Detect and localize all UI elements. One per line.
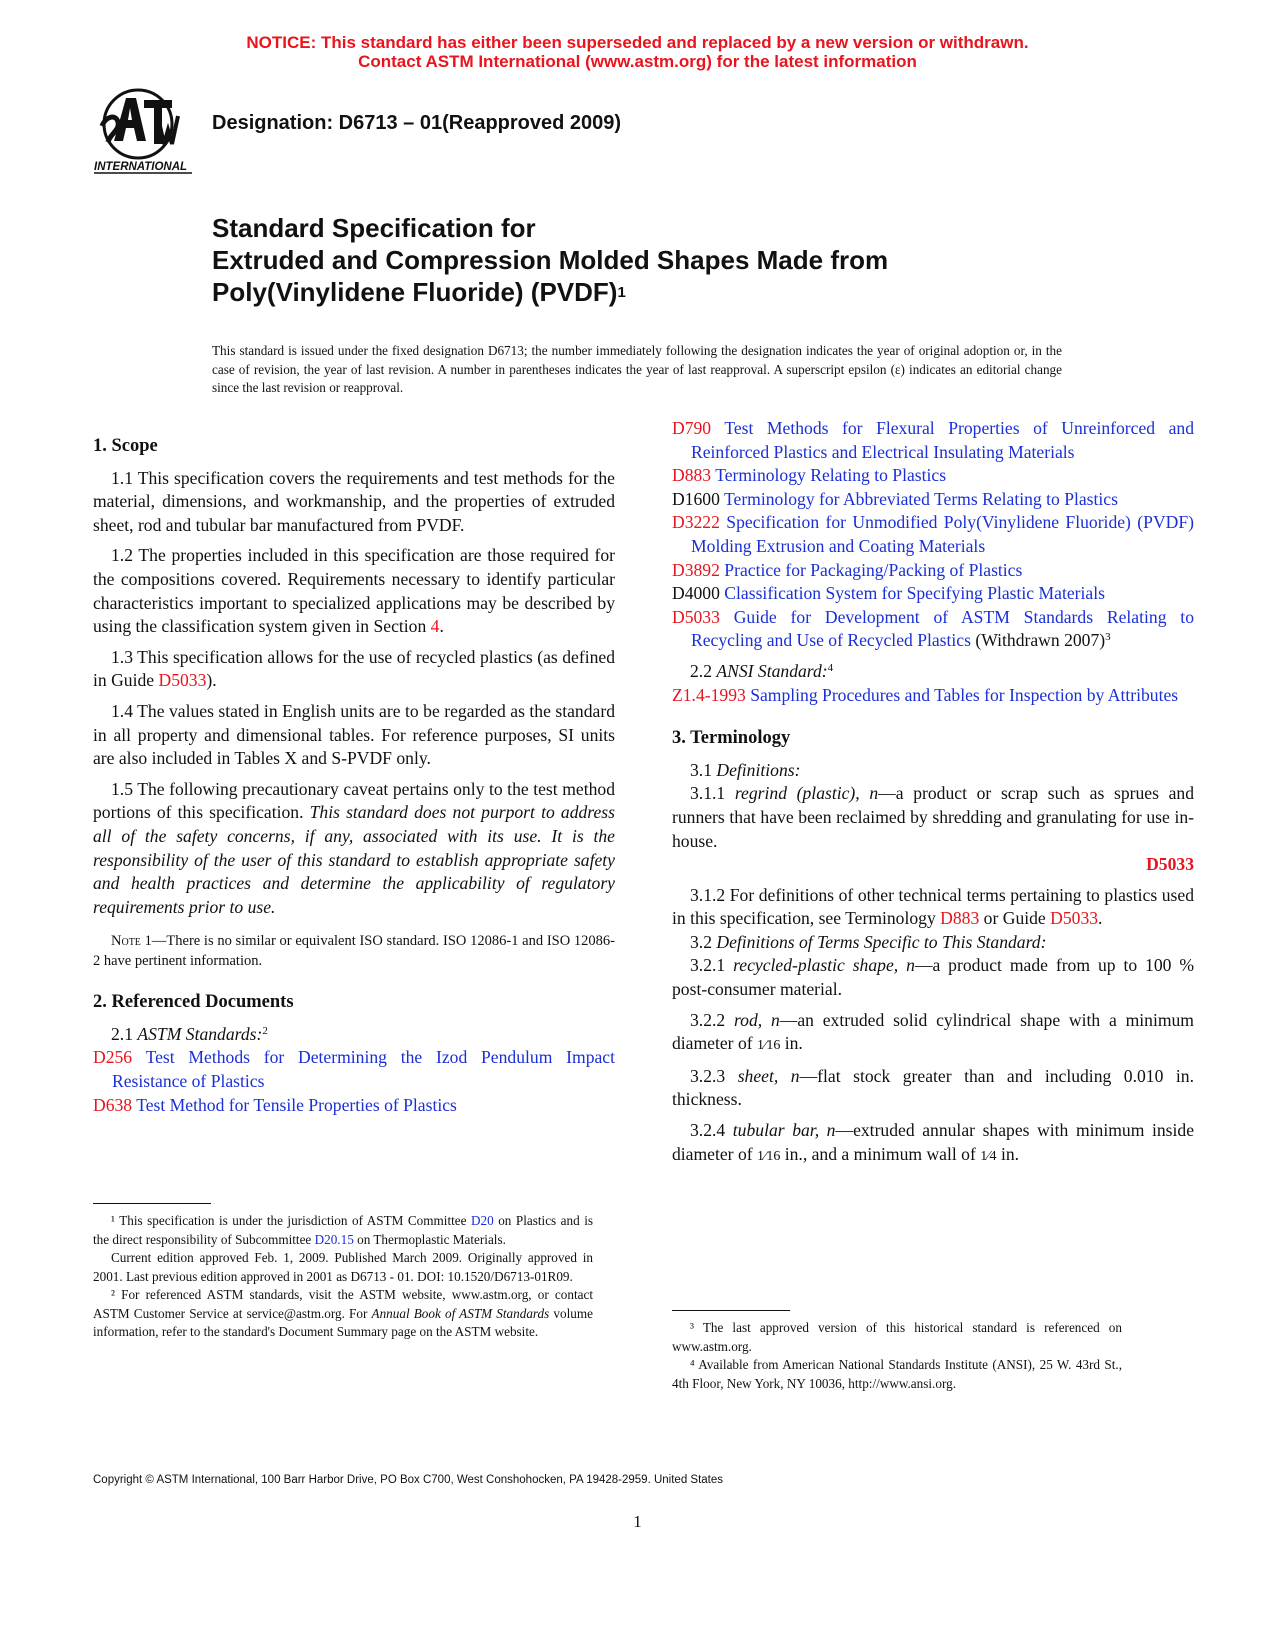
reference-d1600[interactable]: D1600 Terminology for Abbreviated Terms Relating to Plastics [672,488,1118,509]
paragraph-1-3: 1.3 This specification allows for the use of recycled plastics (as defined in Guide D5033). [93,646,615,691]
title-line-2: Extruded and Compression Molded Shapes Made from [212,245,889,275]
footnotes-right [672,1310,1122,1393]
footnote-3: ³ The last approved version of this historical standard is referenced on www.astm.org. [672,1320,1122,1354]
paragraph-3-1-1: 3.1.1 regrind (plastic), n—a product or scrap such as sprues and runners that have been reclaimed by shredding and granulating for use in-house. [672,783,1194,851]
reference-d790[interactable]: D790 Test Methods for Flexural Properties of Unreinforced and Reinforced Plastics and Electrical Insulating Materials [672,418,1194,462]
reference-d5033[interactable]: D5033 Guide for Development of ASTM Standards Relating to Recycling and Use of Recycled Plastics (Withdrawn 2007)$^3$ [672,606,1194,651]
paragraph-1-4: 1.4 The values stated in English units are to be regarded as the standard in all property and dimensional tables. For reference purposes, SI units are also included in Tables X and S-PVDF only. [93,700,615,769]
designation: Designation: D6713 – 01(Reapproved 2009) [212,112,622,134]
paragraph-1-5: 1.5 The following precautionary caveat pertains only to the test method portions of this specification. This standard does not purport to address all of the safety concerns, if any, associated with its use. It is the responsibility of the user of this standard to establish appropriate safety and health practices and determine the applicability of regulatory requirements prior to use. [93,778,615,917]
d5033-source-link[interactable]: D5033 [1146,854,1194,875]
issuance-statement: This standard is issued under the fixed designation D6713; the number immediately following the designation indicates the year of original adoption or, in the case of revision, the year of last revision. A number in parentheses indicates the year of last reapproval. A superscript epsilon (ε) indicates an editorial change since the last revision or reapproval. [212,343,1062,395]
d20-15-link[interactable]: D20.15 [314,1231,354,1247]
section-terminology-heading: 3. Terminology [672,728,791,749]
d5033-link[interactable]: D5033 [158,670,207,691]
title-footnote-mark: 1 [617,284,626,301]
paragraph-3-1-1-source-line [672,853,1194,877]
paragraph-3-1-2: 3.1.2 For definitions of other technical terms pertaining to plastics used in this specification, see Terminology D883 or Guide D5033. [672,884,1194,929]
paragraph-1-2: 1.2 The properties included in this specification are those required for the compositions covered. Requirements necessary to identify particular characteristics important to specialized applications may be described by using the classification system given in Section 4. [93,545,615,637]
notice-line-2: Contact ASTM International (www.astm.org) for the latest information [358,52,917,71]
footnote-1: ¹ This specification is under the jurisdiction of ASTM Committee D20 on Plastics and is the direct responsibility of Subcommittee D20.15 on Thermoplastic Materials. [93,1213,593,1247]
right-column [672,417,1194,1168]
footnote-1-current-edition: Current edition approved Feb. 1, 2009. Published March 2009. Originally approved in 2001. Last previous edition approved in 2001 as D6713 - 01. DOI: 10.1520/D6713-01R09. [93,1250,593,1284]
astm-standards-label: 2.1 ASTM Standards:$^2$ [111,1023,268,1044]
ansi-standard-label: 2.2 ANSI Standard:$^4$ [690,660,834,681]
astm-logo-icon [92,86,196,178]
d883-link[interactable]: D883 [940,908,980,929]
document-title [212,212,888,313]
footnote-4: ⁴ Available from American National Standards Institute (ANSI), 25 W. 43rd St., 4th Floor, New York, NY 10036, http://www.ansi.org. [672,1357,1122,1391]
copyright-line: Copyright © ASTM International, 100 Barr Harbor Drive, PO Box C700, West Conshohocken, PA 19428-2959. United States [93,1474,724,1486]
reference-d3892[interactable]: D3892 Practice for Packaging/Packing of Plastics [672,559,1023,580]
footnotes-left [93,1203,593,1342]
notice-line-1: NOTICE: This standard has either been superseded and replaced by a new version or withdrawn. [246,33,1029,52]
title-line-3: Poly(Vinylidene Fluoride) (PVDF)$^1$ [212,277,626,307]
section-scope-heading: 1. Scope [93,436,158,456]
logo-text: INTERNATIONAL [94,161,188,173]
paragraph-3-2-1: 3.2.1 recycled-plastic shape, n—a product made from up to 100 % post-consumer material. [672,955,1195,1000]
reference-d883[interactable]: D883 Terminology Relating to Plastics [672,465,947,486]
reference-d638[interactable]: D638 Test Method for Tensile Properties of Plastics [93,1094,457,1115]
reference-d256[interactable]: D256 Test Methods for Determining the Izod Pendulum Impact Resistance of Plastics [93,1047,615,1092]
d5033-guide-link[interactable]: D5033 [1050,908,1099,929]
section-referenced-heading: 2. Referenced Documents [93,992,294,1013]
footnote-rule-left [93,1203,211,1204]
reference-d3222[interactable]: D3222 Specification for Unmodified Poly(Vinylidene Fluoride) (PVDF) Molding Extrusion and Coating Materials [672,512,1194,556]
title-line-1: Standard Specification for [212,213,536,243]
paragraph-3-2-4: 3.2.4 tubular bar, n—extruded annular shapes with minimum inside diameter of 1⁄16 in., and a minimum wall of 1⁄4 in. [672,1120,1194,1164]
page-number: 1 [633,1512,642,1531]
astm-logo [92,86,196,178]
reference-d4000[interactable]: D4000 Classification System for Specifying Plastic Materials [672,583,1105,604]
left-column [93,435,615,1117]
note-1: Note 1—There is no similar or equivalent ISO standard. ISO 12086-1 and ISO 12086-2 have pertinent information. [93,933,615,970]
notice-banner [0,33,1275,71]
paragraph-3-2-3: 3.2.3 sheet, n—flat stock greater than and including 0.010 in. thickness. [672,1065,1194,1110]
paragraph-3-1: 3.1 Definitions: [690,759,801,780]
section-4-link[interactable]: 4 [430,616,440,637]
paragraph-3-2-2: 3.2.2 rod, n—an extruded solid cylindrical shape with a minimum diameter of 1⁄16 in. [672,1009,1194,1054]
footnote-2: ² For referenced ASTM standards, visit the ASTM website, www.astm.org, or contact ASTM Customer Service at service@astm.org. For Annual Book of ASTM Standards volume information, refer to the standard's Document Summary page on the ASTM website. [93,1287,593,1339]
reference-z1-4[interactable]: Z1.4-1993 Sampling Procedures and Tables for Inspection by Attributes [672,684,1179,705]
footnote-rule-right [672,1310,790,1311]
paragraph-1-1: 1.1 This specification covers the requirements and test methods for the material, dimensions, and workmanship, and the properties of extruded sheet, rod and tubular bar manufactured from PVDF. [93,467,615,535]
paragraph-3-2: 3.2 Definitions of Terms Specific to This Standard: [690,931,1047,952]
d20-link[interactable]: D20 [470,1213,494,1228]
